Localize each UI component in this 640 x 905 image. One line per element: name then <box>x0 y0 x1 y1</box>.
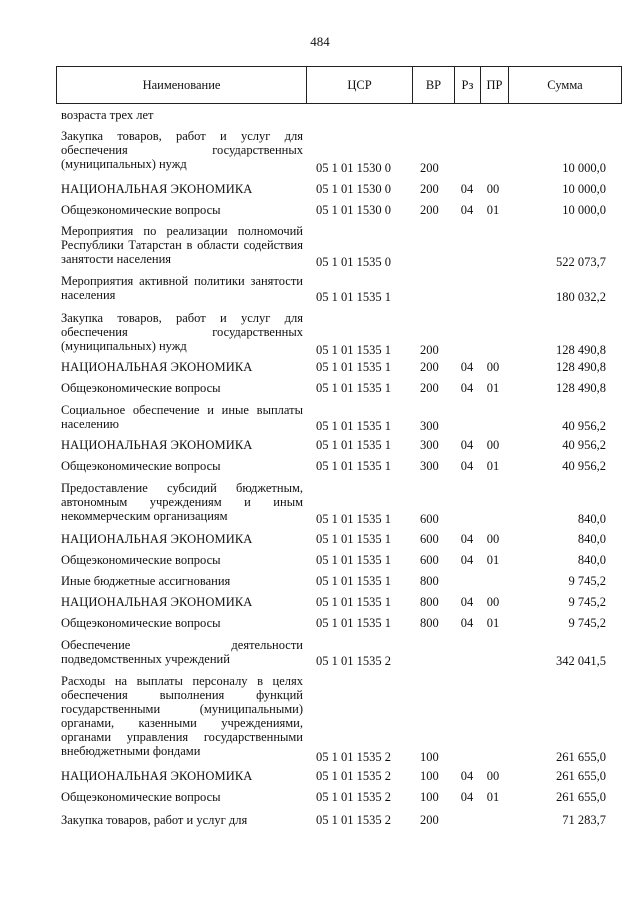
row-csr: 05 1 01 1535 2 <box>316 769 391 783</box>
header-vr: ВР <box>413 67 455 103</box>
row-vr: 600 <box>420 553 439 567</box>
row-csr: 05 1 01 1535 1 <box>316 459 391 473</box>
row-pr: 01 <box>486 381 500 395</box>
row-name: НАЦИОНАЛЬНАЯ ЭКОНОМИКА <box>61 182 253 196</box>
row-csr: 05 1 01 1535 2 <box>316 750 391 764</box>
row-name: НАЦИОНАЛЬНАЯ ЭКОНОМИКА <box>61 360 253 374</box>
row-sum: 342 041,5 <box>556 654 606 668</box>
row-name: НАЦИОНАЛЬНАЯ ЭКОНОМИКА <box>61 595 253 609</box>
row-name: Закупка товаров, работ и услуг для обеспечения государственных (муниципальных) нужд <box>61 311 303 353</box>
row-vr: 600 <box>420 512 439 526</box>
row-csr: 05 1 01 1535 1 <box>316 574 391 588</box>
header-name: Наименование <box>57 67 307 103</box>
row-csr: 05 1 01 1535 1 <box>316 290 391 304</box>
row-vr: 200 <box>420 360 439 374</box>
row-csr: 05 1 01 1535 1 <box>316 512 391 526</box>
row-rz: 04 <box>460 360 474 374</box>
row-name: возраста трех лет <box>61 108 154 122</box>
row-vr: 300 <box>420 459 439 473</box>
row-csr: 05 1 01 1535 1 <box>316 553 391 567</box>
row-pr: 01 <box>486 203 500 217</box>
row-sum: 40 956,2 <box>562 419 606 433</box>
row-name: Закупка товаров, работ и услуг для обеспечения государственных (муниципальных) нужд <box>61 129 303 171</box>
row-vr: 200 <box>420 203 439 217</box>
row-name: НАЦИОНАЛЬНАЯ ЭКОНОМИКА <box>61 438 253 452</box>
row-vr: 200 <box>420 182 439 196</box>
row-sum: 840,0 <box>577 532 606 546</box>
row-sum: 40 956,2 <box>562 459 606 473</box>
row-name: Общеэкономические вопросы <box>61 203 221 217</box>
row-csr: 05 1 01 1535 1 <box>316 419 391 433</box>
row-csr: 05 1 01 1530 0 <box>316 203 391 217</box>
row-name: Иные бюджетные ассигнования <box>61 574 231 588</box>
header-csr: ЦСР <box>307 67 413 103</box>
row-pr: 01 <box>486 616 500 630</box>
row-vr: 200 <box>420 161 439 175</box>
row-vr: 200 <box>420 813 439 827</box>
row-rz: 04 <box>460 790 474 804</box>
row-sum: 40 956,2 <box>562 438 606 452</box>
row-sum: 9 745,2 <box>568 574 606 588</box>
row-csr: 05 1 01 1535 2 <box>316 654 391 668</box>
row-rz: 04 <box>460 595 474 609</box>
row-vr: 600 <box>420 532 439 546</box>
row-vr: 800 <box>420 616 439 630</box>
row-vr: 300 <box>420 419 439 433</box>
row-rz: 04 <box>460 203 474 217</box>
row-name: Общеэкономические вопросы <box>61 616 221 630</box>
row-pr: 00 <box>486 532 500 546</box>
row-sum: 128 490,8 <box>556 343 606 357</box>
row-sum: 10 000,0 <box>562 161 606 175</box>
row-name: Общеэкономические вопросы <box>61 381 221 395</box>
row-name: Мероприятия активной политики занятости населения <box>61 274 303 302</box>
row-csr: 05 1 01 1535 1 <box>316 595 391 609</box>
row-pr: 01 <box>486 553 500 567</box>
row-sum: 9 745,2 <box>568 616 606 630</box>
table-header <box>56 66 622 104</box>
row-csr: 05 1 01 1535 1 <box>316 616 391 630</box>
row-sum: 522 073,7 <box>556 255 606 269</box>
row-sum: 71 283,7 <box>562 813 606 827</box>
row-rz: 04 <box>460 438 474 452</box>
row-rz: 04 <box>460 769 474 783</box>
row-vr: 800 <box>420 595 439 609</box>
row-name: НАЦИОНАЛЬНАЯ ЭКОНОМИКА <box>61 532 253 546</box>
row-name: Общеэкономические вопросы <box>61 459 221 473</box>
row-sum: 261 655,0 <box>556 769 606 783</box>
row-rz: 04 <box>460 381 474 395</box>
row-name: Социальное обеспечение и иные выплаты населению <box>61 403 303 431</box>
header-pr: ПР <box>481 67 509 103</box>
row-csr: 05 1 01 1530 0 <box>316 161 391 175</box>
row-vr: 200 <box>420 381 439 395</box>
row-vr: 100 <box>420 750 439 764</box>
row-sum: 128 490,8 <box>556 381 606 395</box>
row-vr: 300 <box>420 438 439 452</box>
row-rz: 04 <box>460 553 474 567</box>
row-csr: 05 1 01 1535 1 <box>316 360 391 374</box>
row-vr: 100 <box>420 769 439 783</box>
row-rz: 04 <box>460 459 474 473</box>
row-sum: 840,0 <box>577 553 606 567</box>
row-csr: 05 1 01 1535 2 <box>316 790 391 804</box>
row-sum: 128 490,8 <box>556 360 606 374</box>
row-sum: 10 000,0 <box>562 203 606 217</box>
row-name: Расходы на выплаты персоналу в целях обеспечения выполнения функций государственными (муниципальными) органами, казенными учреждениями, органами управления государственными внебюджетными фондами <box>61 674 303 758</box>
row-pr: 00 <box>486 595 500 609</box>
row-pr: 00 <box>486 769 500 783</box>
row-rz: 04 <box>460 532 474 546</box>
row-name: Общеэкономические вопросы <box>61 553 221 567</box>
row-vr: 800 <box>420 574 439 588</box>
header-sum: Сумма <box>547 78 583 92</box>
row-name: Общеэкономические вопросы <box>61 790 221 804</box>
row-csr: 05 1 01 1535 1 <box>316 532 391 546</box>
row-csr: 05 1 01 1535 1 <box>316 438 391 452</box>
row-sum: 180 032,2 <box>556 290 606 304</box>
row-sum: 10 000,0 <box>562 182 606 196</box>
row-sum: 840,0 <box>577 512 606 526</box>
row-sum: 261 655,0 <box>556 750 606 764</box>
row-csr: 05 1 01 1530 0 <box>316 182 391 196</box>
row-csr: 05 1 01 1535 1 <box>316 381 391 395</box>
row-pr: 00 <box>486 438 500 452</box>
row-name: Закупка товаров, работ и услуг для <box>61 813 248 827</box>
row-pr: 01 <box>486 459 500 473</box>
row-pr: 01 <box>486 790 500 804</box>
row-name: Предоставление субсидий бюджетным, автономным учреждениям и иным некоммерческим организациям <box>61 481 303 523</box>
row-pr: 00 <box>486 360 500 374</box>
row-vr: 200 <box>420 343 439 357</box>
header-rz: Рз <box>455 67 481 103</box>
row-pr: 00 <box>486 182 500 196</box>
row-csr: 05 1 01 1535 0 <box>316 255 391 269</box>
row-name: Мероприятия по реализации полномочий Республики Татарстан в области содействия занятости населения <box>61 224 303 266</box>
row-sum: 261 655,0 <box>556 790 606 804</box>
page-number: 484 <box>310 34 330 49</box>
row-csr: 05 1 01 1535 2 <box>316 813 391 827</box>
row-vr: 100 <box>420 790 439 804</box>
row-csr: 05 1 01 1535 1 <box>316 343 391 357</box>
row-name: Обеспечение деятельности подведомственных учреждений <box>61 638 303 666</box>
row-rz: 04 <box>460 616 474 630</box>
row-name: НАЦИОНАЛЬНАЯ ЭКОНОМИКА <box>61 769 253 783</box>
row-sum: 9 745,2 <box>568 595 606 609</box>
row-rz: 04 <box>460 182 474 196</box>
